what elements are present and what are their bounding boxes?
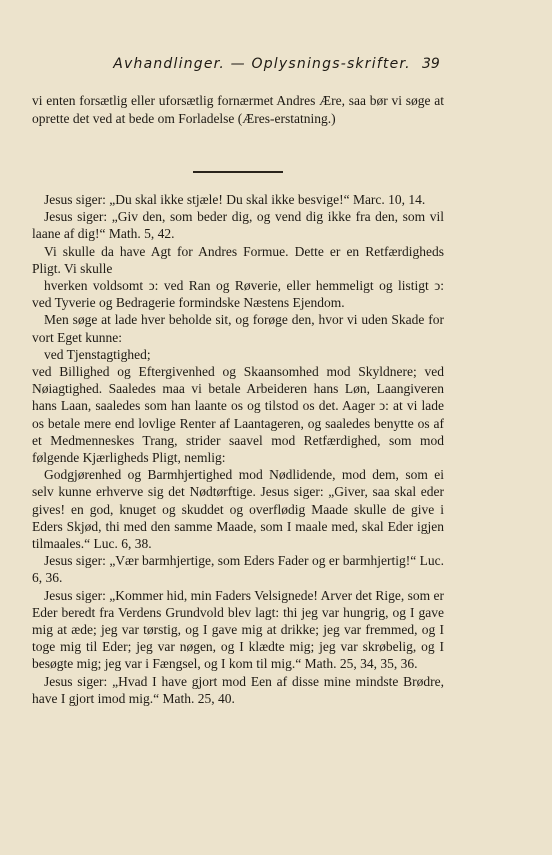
body-paragraph: Jesus siger: „Vær barmhjertige, som Eders Fader og er barmhjertig!“ Luc. 6, 36. [32,553,444,586]
page-number: 39 [422,56,440,72]
body-paragraph: ved Billighed og Eftergivenhed og Skaansomhed mod Skyldnere; ved Nøiagtighed. Saaledes maa vi betale Arbeideren hans Løn, Laangiveren hans Laan, saaledes som han laante os og tilstod os det. Aager ↄ: at vi lade os betale mere end lovlige Renter af Laantageren, og saaledes benytte os af et Medmenneskes Trang, strider saavel mod Retfærdighed, som mod følgende Kjærligheds Pligt, nemlig: [32,364,444,466]
body-paragraph: Men søge at lade hver beholde sit, og forøge den, hvor vi uden Skade for vort Eget kunne: [32,312,444,345]
body-paragraph: Vi skulle da have Agt for Andres Formue. Dette er en Retfærdigheds Pligt. Vi skulle [32,243,444,276]
body-paragraph: Jesus siger: „Du skal ikke stjæle! Du skal ikke besvige!“ Marc. 10, 14. [44,192,426,207]
body-paragraph: hverken voldsomt ↄ: ved Ran og Røverie, eller hemmeligt og listigt ↄ: ved Tyverie og Bedragerie formindske Næstens Ejendom. [32,278,444,311]
intro-paragraph: vi enten forsætlig eller uforsætlig fornærmet Andres Ære, saa bør vi søge at oprette det ved at bede om Forladelse (Æres-erstatning.) [32,93,444,127]
body-paragraph: Jesus siger: „Giv den, som beder dig, og vend dig ikke fra den, som vil laane af dig!“ Math. 5, 42. [32,209,444,242]
body-paragraph: Jesus siger: „Hvad I have gjort mod Een af disse mine mindste Brødre, have I gjort imod mig.“ Math. 25, 40. [32,673,444,706]
running-header: Avhandlinger. — Oplysnings-skrifter. [113,56,411,72]
body-paragraph: Jesus siger: „Kommer hid, min Faders Velsignede! Arver det Rige, som er Eder beredt fra Verdens Grundvold blev lagt: thi jeg var hungrig, og I gave mig at æde; jeg var tørstig, og I gave mig at drikke; jeg var fremmed, og I toge mig til Eder; jeg var nøgen, og I klædte mig; jeg var skrøbelig, og I besøgte mig; jeg var i Fængsel, og I kom til mig.“ Math. 25, 34, 35, 36. [32,587,444,672]
body-paragraph: Godgjørenhed og Barmhjertighed mod Nødlidende, mod dem, som ei selv kunne erhverve sig det Nødtørftige. Jesus siger: „Giver, saa skal eder gives! en god, knuget og skuddet og overflødig Maade skulle de give i Eders Skjød, thi med den samme Maade, som I maale med, skal Eder igjen tilmaales.“ Luc. 6, 38. [32,467,444,552]
section-divider [193,171,283,173]
body-paragraph: ved Tjenstagtighed; [44,346,151,362]
body-text [32,191,444,707]
